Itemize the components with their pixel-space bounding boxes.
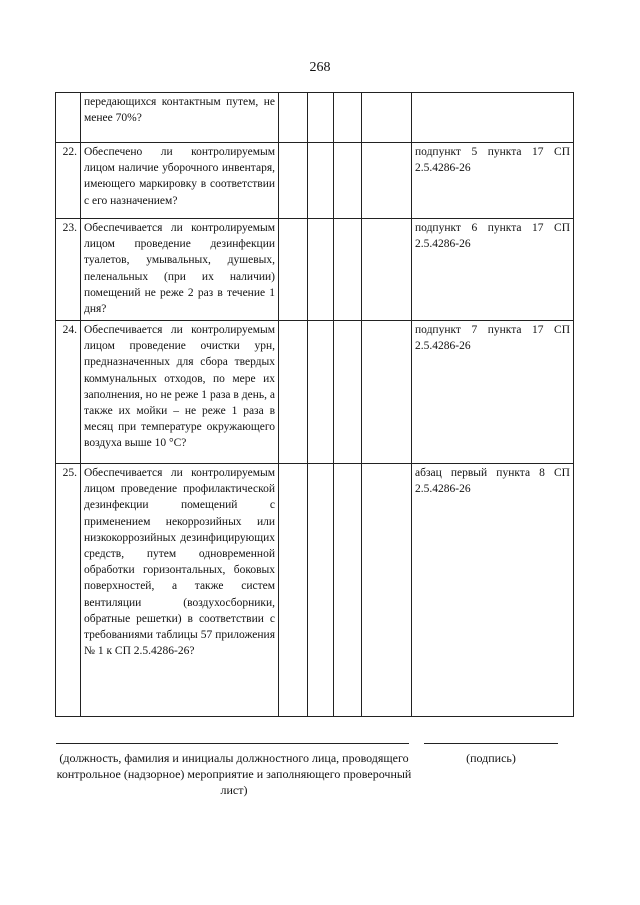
answer-note-cell[interactable] bbox=[362, 464, 412, 717]
checklist-table bbox=[55, 92, 574, 717]
table-row bbox=[56, 143, 574, 219]
answer-na-cell[interactable] bbox=[334, 93, 362, 143]
row-number: 23. bbox=[56, 219, 81, 321]
row-number: 22. bbox=[56, 143, 81, 219]
official-caption: (должность, фамилия и инициалы должностного лица, проводящего контрольное (надзорное) мероприятие и заполняющего проверочный лист) bbox=[56, 751, 412, 797]
answer-no-cell[interactable] bbox=[308, 219, 334, 321]
answer-no-cell[interactable] bbox=[308, 321, 334, 464]
row-number bbox=[56, 93, 81, 143]
signature-caption: (подпись) bbox=[466, 751, 516, 765]
answer-no-cell[interactable] bbox=[308, 93, 334, 143]
row-reference: абзац первый пункта 8 СП 2.5.4286-26 bbox=[412, 464, 574, 717]
signature-line[interactable] bbox=[424, 743, 558, 744]
answer-note-cell[interactable] bbox=[362, 143, 412, 219]
table-row bbox=[56, 464, 574, 717]
answer-no-cell[interactable] bbox=[308, 464, 334, 717]
answer-yes-cell[interactable] bbox=[279, 143, 308, 219]
row-number: 25. bbox=[56, 464, 81, 717]
answer-yes-cell[interactable] bbox=[279, 321, 308, 464]
row-reference: подпункт 7 пункта 17 СП 2.5.4286-26 bbox=[412, 321, 574, 464]
row-reference: подпункт 5 пункта 17 СП 2.5.4286-26 bbox=[412, 143, 574, 219]
answer-na-cell[interactable] bbox=[334, 143, 362, 219]
official-signature-line[interactable] bbox=[56, 743, 409, 744]
answer-na-cell[interactable] bbox=[334, 219, 362, 321]
row-question: Обеспечивается ли контролируемым лицом проведение очистки урн, предназначенных для сбора твердых коммунальных отходов, по мере их заполнения, но не реже 1 раза в день, а также их мойки – не реже 1 раза в месяц при температуре окружающего воздуха выше 10 °С? bbox=[81, 321, 279, 464]
row-number: 24. bbox=[56, 321, 81, 464]
answer-note-cell[interactable] bbox=[362, 219, 412, 321]
row-question: Обеспечено ли контролируемым лицом наличие уборочного инвентаря, имеющего маркировку в соответствии с его назначением? bbox=[81, 143, 279, 219]
table-row bbox=[56, 321, 574, 464]
answer-note-cell[interactable] bbox=[362, 321, 412, 464]
row-question: Обеспечивается ли контролируемым лицом проведение дезинфекции туалетов, умывальных, душевых, пеленальных (при их наличии) помещений не реже 2 раз в течение 1 дня? bbox=[81, 219, 279, 321]
table-row bbox=[56, 93, 574, 143]
row-reference bbox=[412, 93, 574, 143]
answer-note-cell[interactable] bbox=[362, 93, 412, 143]
answer-yes-cell[interactable] bbox=[279, 93, 308, 143]
row-question: передающихся контактным путем, не менее 70%? bbox=[81, 93, 279, 143]
row-question: Обеспечивается ли контролируемым лицом проведение профилактической дезинфекции помещений с применением некоррозийных или низкокоррозийных дезинфицирующих средств, путем одновременной обработки горизонтальных, боковых поверхностей, а также систем вентиляции (воздухосборники, обратные решетки) в соответствии с требованиями таблицы 57 приложения № 1 к СП 2.5.4286-26? bbox=[81, 464, 279, 717]
answer-yes-cell[interactable] bbox=[279, 464, 308, 717]
answer-na-cell[interactable] bbox=[334, 321, 362, 464]
table-row bbox=[56, 219, 574, 321]
answer-yes-cell[interactable] bbox=[279, 219, 308, 321]
answer-no-cell[interactable] bbox=[308, 143, 334, 219]
row-reference: подпункт 6 пункта 17 СП 2.5.4286-26 bbox=[412, 219, 574, 321]
page-number: 268 bbox=[309, 60, 331, 75]
answer-na-cell[interactable] bbox=[334, 464, 362, 717]
